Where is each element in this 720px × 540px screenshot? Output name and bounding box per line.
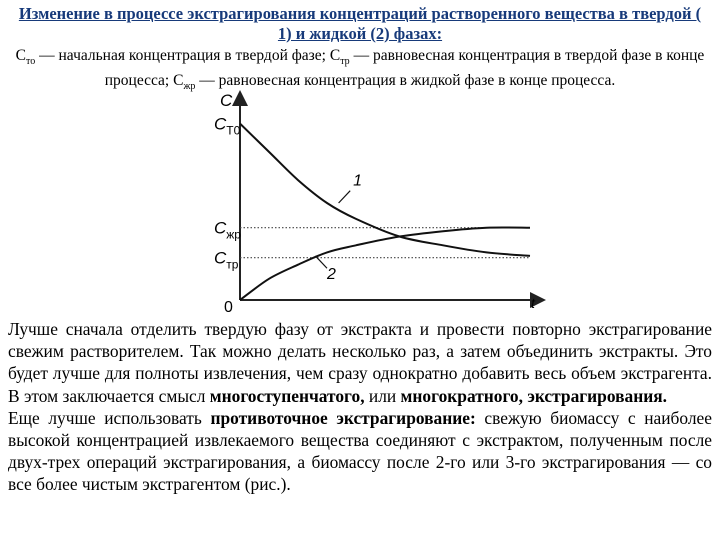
slide-title: Изменение в процессе экстрагирования концентраций растворенного вещества в твердой ( 1) и жидкой (2) фазах: <box>18 4 702 43</box>
paragraph-2-text-2: свежую биомассу с наиболее высокой концентрацией извлекаемого вещества соединяют с экстрактом, полученным после двух-трех операций экстрагирования, а биомассу после 2-го или 3-го экстрагирования — со все более чистым экстрагентом (рис.). <box>8 407 712 495</box>
extraction-concentration-chart <box>212 90 552 314</box>
paragraph-countercurrent <box>8 407 712 496</box>
c-zhr-description: — равновесная концентрация в жидкой фазе в конце процесса. <box>195 72 616 90</box>
legend-text <box>14 46 706 93</box>
c-tr-symbol: C <box>329 47 341 64</box>
paragraph-multistage <box>8 318 712 407</box>
series-label-1: 1 <box>353 172 363 190</box>
series-label-2: 2 <box>327 265 336 283</box>
y-tick-label-1: $C_{T0}$ <box>214 114 241 138</box>
series-leader-1 <box>339 191 351 203</box>
series-curve-1 <box>240 124 530 256</box>
c-to-description: — начальная концентрация в твердой фазе; <box>35 47 330 64</box>
y-axis-label: C <box>220 91 233 110</box>
c-to-subscript: то <box>26 56 36 68</box>
c-zhr-symbol: C <box>173 72 184 90</box>
c-tr-subscript: тр <box>340 56 350 68</box>
x-axis-label: t <box>531 295 535 311</box>
y-tick-label-3: $C_{тр}$ <box>214 248 239 272</box>
c-to-symbol: C <box>15 47 27 64</box>
paragraph-1-text-2: или <box>364 385 401 406</box>
paragraph-1-text-1: Лучше сначала отделить твердую фазу от экстракта и провести повторно экстрагирование свежим растворителем. Так можно делать несколько раз, а затем объединить экстракты. Это будет лучше для полноты извлечения, чем сразу однократно добавить весь объем экстрагента. В этом заключается смысл <box>8 319 712 406</box>
paragraph-1-bold-1: многоступенчатого, <box>209 385 365 406</box>
c-zhr-subscript: жр <box>183 81 196 93</box>
series-curve-2 <box>240 227 530 300</box>
c-tr-description: — равновесная концентрация в твердой фазе в конце процесса; <box>104 47 705 90</box>
origin-label: 0 <box>224 299 233 316</box>
paragraph-2-bold-1: противоточное экстрагирование: <box>210 407 476 428</box>
paragraph-2-text-1: Еще лучше использовать <box>8 407 211 428</box>
y-tick-label-2: $C_{жр}$ <box>214 218 241 242</box>
paragraph-1-bold-2: многократного, экстрагирования. <box>400 385 667 406</box>
body-text <box>8 318 712 496</box>
